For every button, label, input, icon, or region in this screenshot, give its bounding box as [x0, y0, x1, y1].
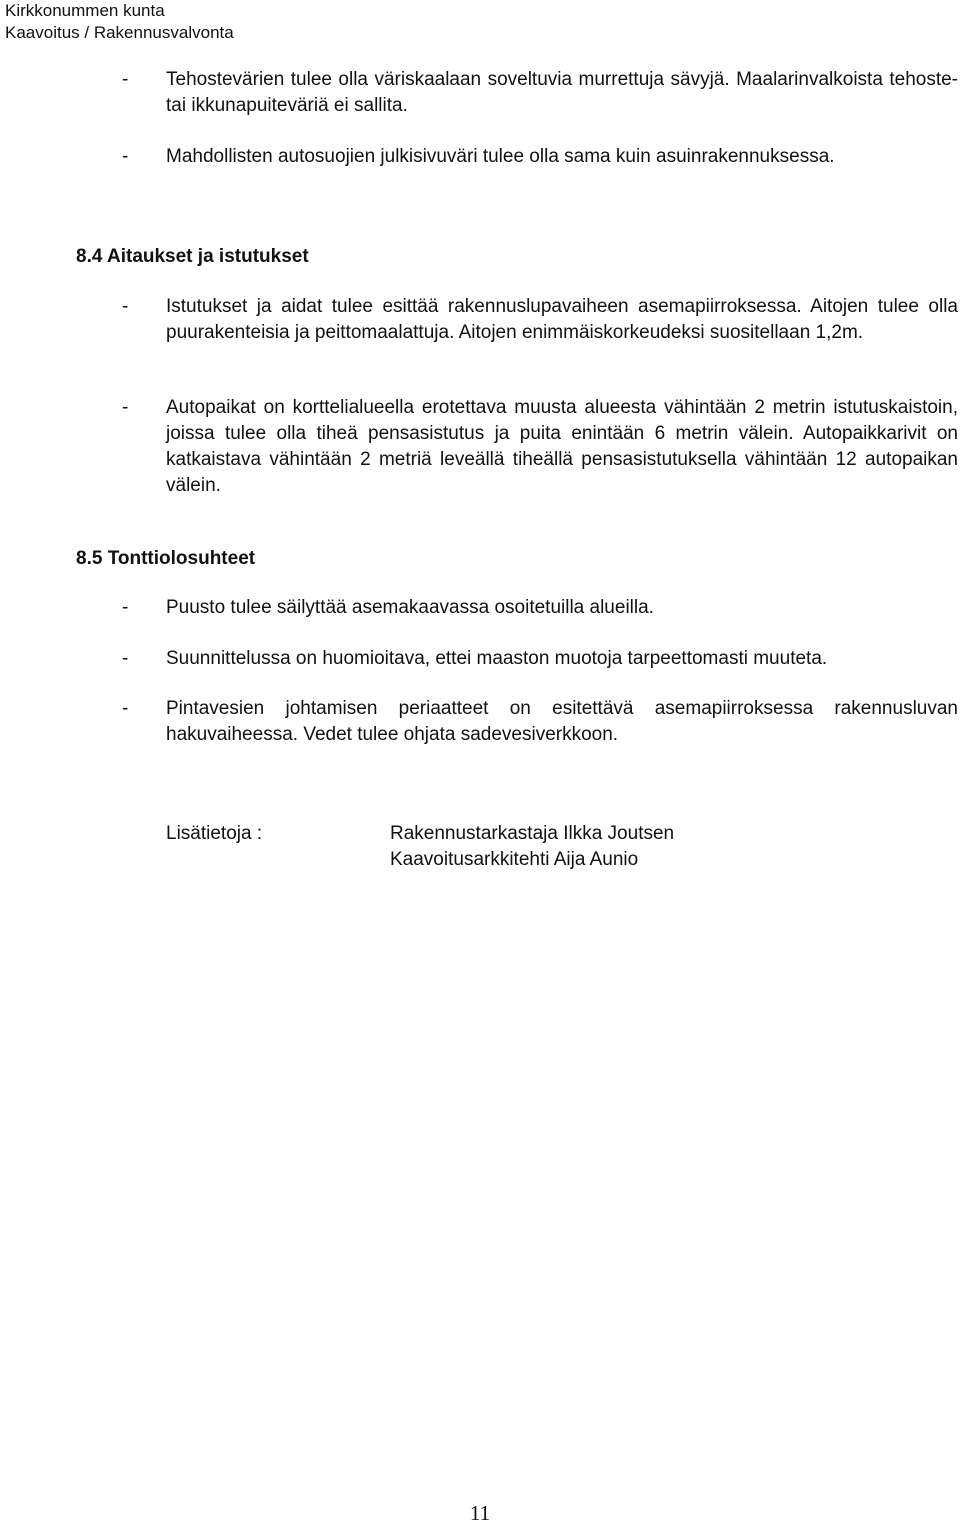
bullet-item — [122, 144, 958, 170]
contact-names — [390, 821, 674, 873]
header-department: Kaavoitus / Rakennusvalvonta — [5, 23, 234, 42]
bullet-text: Pintavesien johtamisen periaatteet on esitettävä asemapiirroksessa rakennusluvan hakuvaiheessa. Vedet tulee ohjata sadevesiverkkoon. — [166, 698, 958, 745]
bullet-dash: - — [122, 296, 129, 317]
bullet-dash: - — [122, 146, 129, 167]
bullet-text: Autopaikat on korttelialueella erotettava muusta alueesta vähintään 2 metrin istutuskaistoin, joissa tulee olla tiheä pensasistutus ja puita enintään 6 metrin välein. Autopaikkarivit on katkaistava vähintään 2 metriä leveällä tiheällä pensasistutuksella vähintään 12 autopaikan välein. — [166, 397, 958, 496]
bullet-dash: - — [122, 648, 129, 669]
bullet-text: Istutukset ja aidat tulee esittää rakennuslupavaiheen asemapiirroksessa. Aitojen tulee olla puurakenteisia ja peittomaalattuja. Aitojen enimmäiskorkeudeksi suositellaan 1,2m. — [166, 296, 958, 343]
section-heading-fences: 8.4 Aitaukset ja istutukset — [76, 246, 309, 267]
bullet-dash: - — [122, 597, 129, 618]
bullet-text: Puusto tulee säilyttää asemakaavassa osoitetuilla alueilla. — [166, 597, 654, 618]
page-number: 11 — [469, 1501, 491, 1525]
contact-name-architect: Kaavoitusarkkitehti Aija Aunio — [390, 849, 639, 870]
bullet-dash: - — [122, 698, 129, 719]
bullet-text: Tehostevärien tulee olla väriskaalaan soveltuvia murrettuja sävyjä. Maalarinvalkoista tehoste- tai ikkunapuiteväriä ei sallita. — [166, 69, 958, 116]
bullet-dash: - — [122, 69, 129, 90]
document-header — [5, 0, 234, 44]
bullet-item — [122, 395, 958, 499]
bullet-text: Mahdollisten autosuojien julkisivuväri tulee olla sama kuin asuinrakennuksessa. — [166, 146, 835, 167]
contact-name-inspector: Rakennustarkastaja Ilkka Joutsen — [390, 823, 675, 844]
bullet-item — [122, 595, 958, 621]
bullet-text: Suunnittelussa on huomioitava, ettei maaston muotoja tarpeettomasti muuteta. — [166, 648, 828, 669]
contact-label: Lisätietoja : — [166, 823, 263, 844]
bullet-item — [122, 696, 958, 748]
section-heading-plot: 8.5 Tonttiolosuhteet — [76, 548, 256, 569]
bullet-item — [122, 294, 958, 346]
header-municipality: Kirkkonummen kunta — [5, 1, 165, 20]
bullet-dash: - — [122, 397, 129, 418]
bullet-item — [122, 646, 958, 672]
bullet-item — [122, 67, 958, 119]
